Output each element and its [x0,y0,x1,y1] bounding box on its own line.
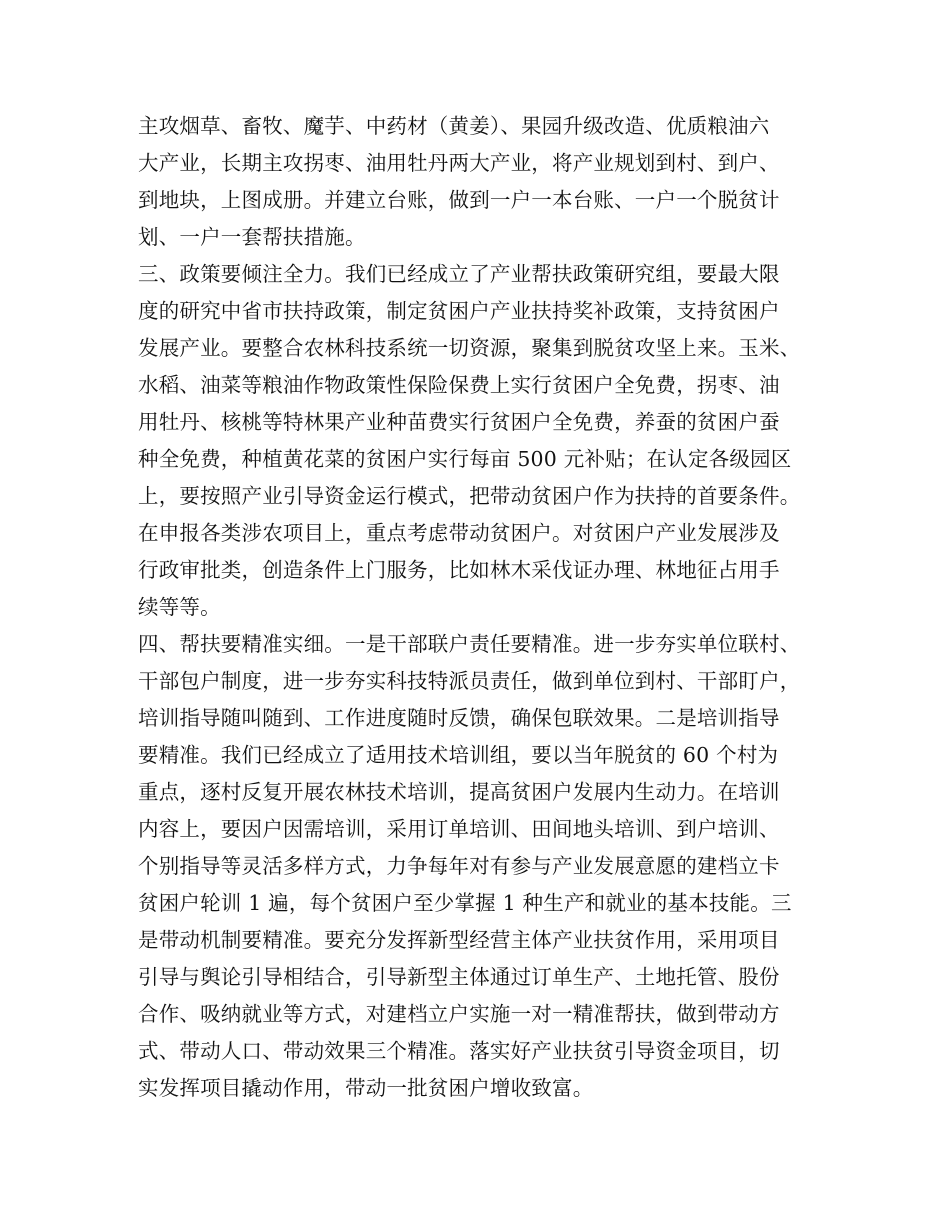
document-body [138,108,818,1107]
text-line: 要精准。我们已经成立了适用技术培训组，要以当年脱贫的 60 个村为 [138,743,779,767]
text-line: 贫困户轮训 1 遍，每个贫困户至少掌握 1 种生产和就业的基本技能。三 [138,891,792,915]
text-line: 在申报各类涉农项目上，重点考虑带动贫困户。对贫困户产业发展涉及 [138,521,780,545]
text-line: 大产业，长期主攻拐枣、油用牡丹两大产业，将产业规划到村、到户、 [138,151,780,175]
text-line: 内容上，要因户因需培训，采用订单培训、田间地头培训、到户培训、 [138,817,780,841]
text-line: 水稻、油菜等粮油作物政策性保险保费上实行贫困户全免费，拐枣、油 [138,373,780,397]
text-line: 合作、吸纳就业等方式，对建档立户实施一对一精准帮扶，做到带动方 [138,1002,780,1026]
text-line: 干部包户制度，进一步夯实科技特派员责任，做到单位到村、干部盯户， [138,669,801,693]
text-line: 是带动机制要精准。要充分发挥新型经营主体产业扶贫作用，采用项目 [138,928,780,952]
text-line: 实发挥项目撬动作用，带动一批贫困户增收致富。 [138,1076,594,1100]
text-line: 三、政策要倾注全力。我们已经成立了产业帮扶政策研究组，要最大限 [138,262,780,286]
text-line: 发展产业。要整合农林科技系统一切资源，聚集到脱贫攻坚上来。玉米、 [138,336,801,360]
text-line: 培训指导随叫随到、工作进度随时反馈，确保包联效果。二是培训指导 [138,706,780,730]
text-line: 到地块，上图成册。并建立台账，做到一户一本台账、一户一个脱贫计 [138,188,780,212]
text-line: 上，要按照产业引导资金运行模式，把带动贫困户作为扶持的首要条件。 [138,484,801,508]
text-line: 种全免费，种植黄花菜的贫困户实行每亩 500 元补贴；在认定各级园区 [138,447,792,471]
text-line: 划、一户一套帮扶措施。 [138,225,366,249]
text-line: 用牡丹、核桃等特林果产业种苗费实行贫困户全免费，养蚕的贫困户蚕 [138,410,780,434]
text-line: 重点，逐村反复开展农林技术培训，提高贫困户发展内生动力。在培训 [138,780,780,804]
text-line: 个别指导等灵活多样方式，力争每年对有参与产业发展意愿的建档立卡 [138,854,780,878]
text-line: 主攻烟草、畜牧、魔芋、中药材（黄姜）、果园升级改造、优质粮油六 [138,114,770,138]
text-line: 引导与舆论引导相结合，引导新型主体通过订单生产、土地托管、股份 [138,965,780,989]
text-line: 行政审批类，创造条件上门服务，比如林木采伐证办理、林地征占用手 [138,558,780,582]
text-line: 式、带动人口、带动效果三个精准。落实好产业扶贫引导资金项目，切 [138,1039,780,1063]
text-line: 续等等。 [138,595,221,619]
text-line: 四、帮扶要精准实细。一是干部联户责任要精准。进一步夯实单位联村、 [138,632,801,656]
text-line: 度的研究中省市扶持政策，制定贫困户产业扶持奖补政策，支持贫困户 [138,299,780,323]
